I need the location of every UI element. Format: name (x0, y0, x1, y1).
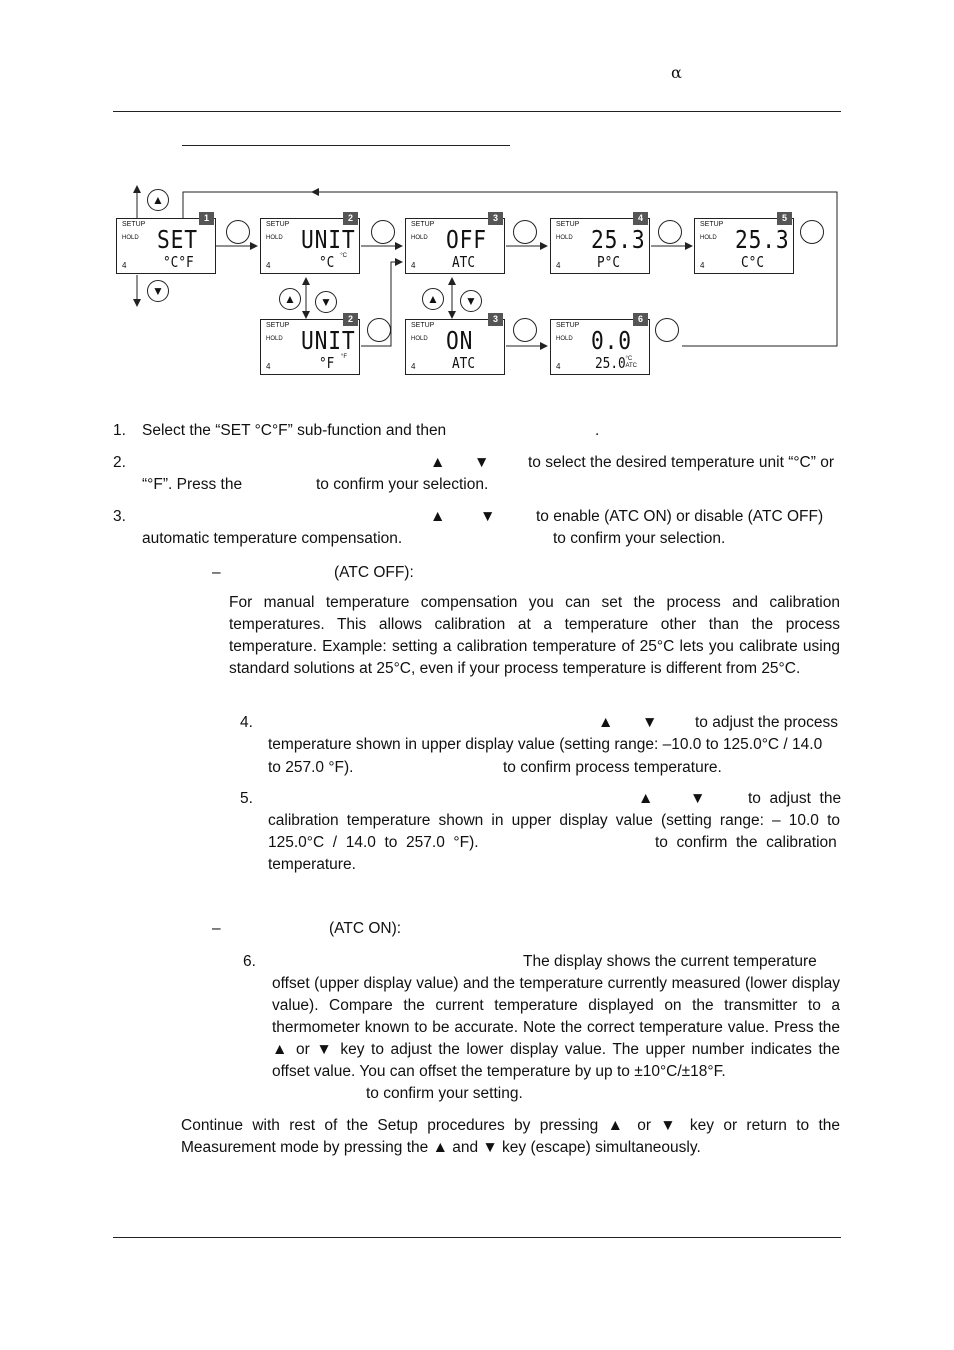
step-text: to confirm your selection. (316, 476, 489, 493)
down-arrow-icon: ▼ (642, 714, 658, 731)
display-main: ON (446, 326, 474, 355)
enter-key-icon[interactable] (371, 220, 395, 244)
display-number: 2 (343, 313, 358, 326)
hold-label: HOLD (266, 235, 283, 241)
display-sub: °F (319, 354, 335, 372)
up-key-icon[interactable]: ▲ (279, 288, 301, 310)
up-arrow-icon: ▲ (430, 508, 446, 525)
display-number: 3 (488, 212, 503, 225)
display-main: 25.3 (735, 225, 790, 254)
display-main: OFF (446, 225, 487, 254)
hold-label: HOLD (556, 235, 573, 241)
down-key-icon[interactable]: ▼ (147, 280, 169, 302)
up-arrow-icon: ▲ (598, 714, 614, 731)
footer-digit: 4 (266, 261, 271, 270)
alpha-symbol: α (671, 63, 682, 82)
step-text: Select the “SET °C°F” sub-function and then (142, 422, 447, 439)
display-sub: P°C (597, 253, 621, 271)
step-text: to adjust the (748, 790, 842, 807)
display-sub: 25.0 (595, 354, 626, 372)
footer-digit: 4 (411, 362, 416, 371)
up-key-icon[interactable]: ▲ (422, 288, 444, 310)
step-text: automatic temperature compensation. (142, 530, 403, 547)
step-text: to select the desired temperature unit “°C” or (528, 454, 835, 471)
display-main: UNIT (301, 326, 356, 355)
step-text: to confirm the calibration (655, 834, 837, 851)
display-number: 4 (633, 212, 648, 225)
display-sub: °C°F (163, 253, 194, 271)
display-sub: °C (319, 253, 335, 271)
lcd-display-2-celsius (260, 213, 360, 274)
atc-on-heading: (ATC ON): (329, 920, 402, 937)
display-sub: C°C (741, 253, 765, 271)
setup-label: SETUP (266, 221, 290, 228)
hold-label: HOLD (411, 235, 428, 241)
up-arrow-icon: ▲ (430, 454, 446, 471)
down-arrow-icon: ▼ (690, 790, 706, 807)
footer-digit: 4 (122, 261, 127, 270)
display-unit (625, 356, 637, 370)
step-text: . (595, 422, 600, 439)
lcd-display-2-fahrenheit (260, 314, 360, 375)
step-number: 3. (113, 508, 126, 525)
atc-off-heading: (ATC OFF): (334, 564, 414, 581)
dash-bullet: – (212, 920, 221, 937)
display-number: 2 (343, 212, 358, 225)
offset-paragraph: offset (upper display value) and the temperature currently measured (lower display value). Compare the current temperature displayed on the transmitter to a thermometer known to be accurate. Note the correct temperature value. Press the ▲ or ▼ key to adjust the lower display value. The upper number indicates the offset value. You can offset the temperature by up to ±10°C/±18°F. (272, 975, 840, 1080)
continue-paragraph: Continue with rest of the Setup procedures by pressing ▲ or ▼ key or return to the Measurement mode by pressing the ▲ and ▼ key (escape) simultaneously. (181, 1117, 840, 1156)
step-text: to adjust the process (695, 714, 839, 731)
down-arrow-icon: ▼ (480, 508, 496, 525)
display-number: 5 (777, 212, 792, 225)
step-text: to confirm your setting. (366, 1085, 523, 1102)
display-number: 3 (488, 313, 503, 326)
enter-key-icon[interactable] (513, 220, 537, 244)
lcd-display-4-process (550, 213, 650, 274)
step-number: 4. (240, 714, 253, 731)
step-text: calibration temperature shown in upper display value (setting range: – 10.0 to (268, 812, 840, 829)
hold-label: HOLD (122, 235, 139, 241)
down-key-icon[interactable]: ▼ (315, 291, 337, 313)
step-text: The display shows the current temperature (523, 953, 817, 970)
step-number: 5. (240, 790, 253, 807)
footer-digit: 4 (700, 261, 705, 270)
dash-bullet: – (212, 564, 221, 581)
lcd-display-3-off (405, 213, 505, 274)
setup-label: SETUP (266, 322, 290, 329)
manual-compensation-paragraph: For manual temperature compensation you can set the process and calibration temperatures. This allows calibration at a temperature other than the process temperature. Example: setting a calibration temperature of 25°C lets you calibrate using standard solutions at 25°C, even if your process temperature is different from 25°C. (229, 594, 840, 677)
display-unit: °F (340, 354, 347, 360)
unit-celsius: °C (625, 356, 633, 362)
display-sub: ATC (452, 253, 476, 271)
hold-label: HOLD (411, 336, 428, 342)
step-text: to confirm your selection. (553, 530, 726, 547)
setup-label: SETUP (556, 322, 580, 329)
setup-label: SETUP (411, 221, 435, 228)
setup-flow-diagram (0, 0, 954, 400)
enter-key-icon[interactable] (226, 220, 250, 244)
enter-key-icon[interactable] (658, 220, 682, 244)
step-text: “°F”. Press the (142, 476, 243, 493)
setup-label: SETUP (411, 322, 435, 329)
lcd-display-5-calibration (694, 213, 794, 274)
up-arrow-icon: ▲ (638, 790, 654, 807)
display-number: 1 (199, 212, 214, 225)
down-key-icon[interactable]: ▼ (460, 290, 482, 312)
display-number: 6 (633, 313, 648, 326)
step-text: to 257.0 °F). (268, 759, 354, 776)
step-text: to confirm process temperature. (503, 759, 722, 776)
step-number: 2. (113, 454, 126, 471)
display-main: UNIT (301, 225, 356, 254)
step-text: temperature shown in upper display value (setting range: –10.0 to 125.0°C / 14.0 (268, 736, 823, 753)
enter-key-icon[interactable] (367, 318, 391, 342)
display-unit: °C (340, 253, 347, 259)
enter-key-icon[interactable] (513, 318, 537, 342)
up-key-icon[interactable]: ▲ (147, 189, 169, 211)
lcd-display-3-on (405, 314, 505, 375)
step-number: 6. (243, 953, 256, 970)
footer-digit: 4 (266, 362, 271, 371)
step-number: 1. (113, 422, 126, 439)
unit-atc: ATC (625, 363, 637, 369)
step-text: to enable (ATC ON) or disable (ATC OFF) (536, 508, 824, 525)
display-sub: ATC (452, 354, 476, 372)
setup-label: SETUP (700, 221, 724, 228)
step-text: temperature. (268, 856, 356, 873)
hold-label: HOLD (266, 336, 283, 342)
enter-key-icon[interactable] (800, 220, 824, 244)
display-main: 0.0 (591, 326, 632, 355)
lcd-display-6-offset (550, 314, 650, 375)
footer-digit: 4 (556, 362, 561, 371)
hold-label: HOLD (700, 235, 717, 241)
lcd-display-1 (116, 213, 216, 274)
display-main: 25.3 (591, 225, 646, 254)
step-text: 125.0°C / 14.0 to 257.0 °F). (268, 834, 479, 851)
setup-label: SETUP (556, 221, 580, 228)
footer-rule (113, 1237, 841, 1238)
display-main: SET (157, 225, 198, 254)
hold-label: HOLD (556, 336, 573, 342)
enter-key-icon[interactable] (655, 318, 679, 342)
footer-digit: 4 (556, 261, 561, 270)
down-arrow-icon: ▼ (474, 454, 490, 471)
setup-label: SETUP (122, 221, 146, 228)
footer-digit: 4 (411, 261, 416, 270)
